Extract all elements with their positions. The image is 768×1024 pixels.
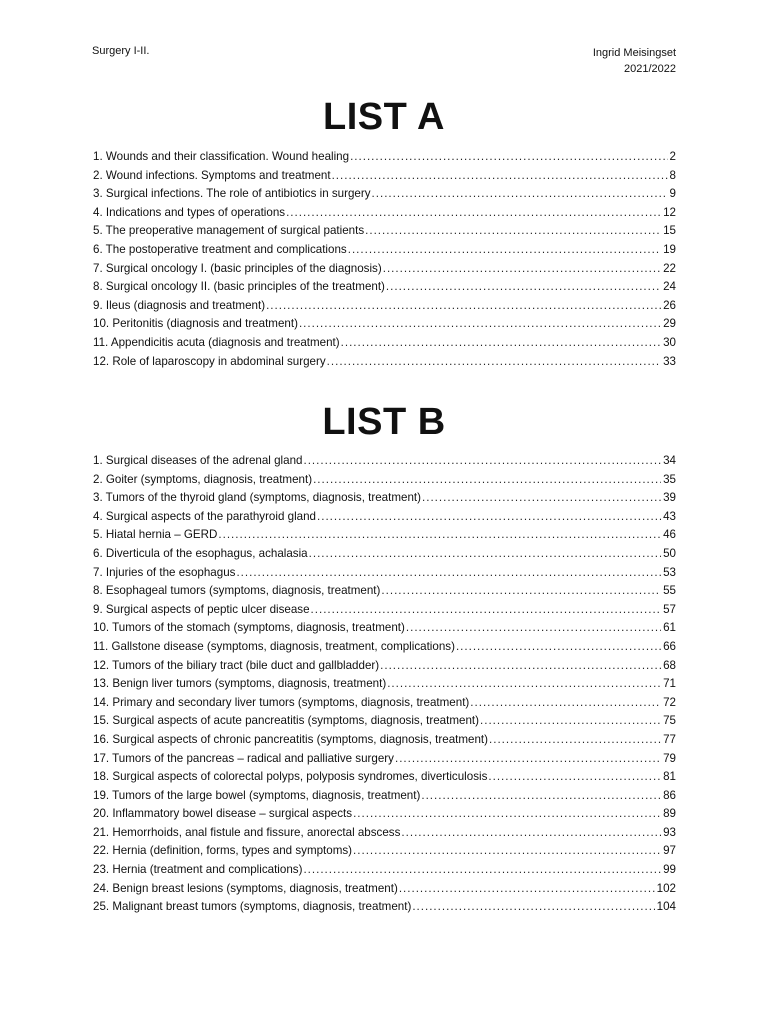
toc-entry-title: 7. Injuries of the esophagus <box>93 565 236 579</box>
toc-dot-leader <box>381 584 661 597</box>
toc-entry-page: 15 <box>663 224 676 238</box>
toc-entry-page: 33 <box>663 354 676 368</box>
toc-entry-title: 9. Ileus (diagnosis and treatment) <box>93 298 266 312</box>
toc-entry-page: 26 <box>663 298 676 312</box>
toc-entry <box>93 640 676 659</box>
toc-entry-title: 8. Surgical oncology II. (basic principles of the treatment) <box>93 280 385 294</box>
toc-dot-leader <box>266 299 661 312</box>
toc-entry <box>93 355 676 374</box>
toc-entry-page: 43 <box>663 509 676 523</box>
toc-entry-page: 104 <box>656 900 676 914</box>
toc-entry-title: 19. Tumors of the large bowel (symptoms, diagnosis, treatment) <box>93 788 421 802</box>
toc-entry-page: 8 <box>669 168 676 182</box>
toc-entry <box>93 844 676 863</box>
toc-entry-page: 89 <box>663 807 676 821</box>
toc-entry-title: 14. Primary and secondary liver tumors (symptoms, diagnosis, treatment) <box>93 695 470 709</box>
toc-entry <box>93 187 676 206</box>
list-b-title: LIST B <box>322 401 446 443</box>
toc-entry <box>93 243 676 262</box>
toc-entry-title: 8. Esophageal tumors (symptoms, diagnosis, treatment) <box>93 584 381 598</box>
toc-dot-leader <box>488 770 661 783</box>
toc-dot-leader <box>218 528 661 541</box>
list-b-toc <box>93 454 676 919</box>
toc-entry-title: 5. The preoperative management of surgical patients <box>93 224 365 238</box>
toc-entry-page: 102 <box>656 881 676 895</box>
toc-entry-title: 10. Tumors of the stomach (symptoms, diagnosis, treatment) <box>93 621 405 635</box>
toc-entry-page: 46 <box>663 528 676 542</box>
toc-entry <box>93 280 676 299</box>
toc-entry-title: 3. Surgical infections. The role of antibiotics in surgery <box>93 187 371 201</box>
toc-dot-leader <box>303 454 661 467</box>
toc-dot-leader <box>399 882 655 895</box>
toc-entry-title: 7. Surgical oncology I. (basic principles of the diagnosis) <box>93 261 382 275</box>
toc-dot-leader <box>395 752 661 765</box>
toc-entry-page: 39 <box>663 491 676 505</box>
toc-entry-page: 19 <box>663 242 676 256</box>
toc-entry-title: 22. Hernia (definition, forms, types and symptoms) <box>93 844 353 858</box>
toc-dot-leader <box>365 224 661 237</box>
toc-entry <box>93 677 676 696</box>
toc-entry <box>93 826 676 845</box>
toc-entry-title: 2. Wound infections. Symptoms and treatment <box>93 168 331 182</box>
toc-entry-page: 75 <box>663 714 676 728</box>
toc-dot-leader <box>406 621 661 634</box>
toc-entry-title: 11. Appendicitis acuta (diagnosis and treatment) <box>93 335 340 349</box>
toc-entry-title: 9. Surgical aspects of peptic ulcer disease <box>93 602 310 616</box>
toc-entry-title: 1. Wounds and their classification. Wound healing <box>93 150 350 163</box>
toc-entry-title: 21. Hemorrhoids, anal fistule and fissure, anorectal abscess <box>93 825 401 839</box>
toc-entry <box>93 491 676 510</box>
toc-dot-leader <box>380 659 661 672</box>
toc-dot-leader <box>470 696 661 709</box>
toc-dot-leader <box>353 844 661 857</box>
toc-dot-leader <box>350 150 667 163</box>
toc-dot-leader <box>412 900 654 913</box>
toc-entry <box>93 473 676 492</box>
toc-entry-title: 16. Surgical aspects of chronic pancreatitis (symptoms, diagnosis, treatment) <box>93 732 489 746</box>
toc-entry-title: 23. Hernia (treatment and complications) <box>93 863 303 877</box>
toc-entry-title: 10. Peritonitis (diagnosis and treatment) <box>93 317 298 331</box>
author-name: Ingrid Meisingset <box>592 47 676 59</box>
toc-entry-page: 79 <box>663 751 676 765</box>
toc-entry <box>93 770 676 789</box>
toc-entry <box>93 224 676 243</box>
toc-dot-leader <box>311 603 662 616</box>
toc-entry-page: 93 <box>663 825 676 839</box>
toc-dot-leader <box>383 262 661 275</box>
toc-entry-page: 35 <box>663 472 676 486</box>
toc-entry-page: 61 <box>663 621 676 635</box>
toc-entry-page: 68 <box>663 658 676 672</box>
toc-dot-leader <box>421 789 661 802</box>
toc-entry <box>93 262 676 281</box>
toc-dot-leader <box>317 510 661 523</box>
toc-entry <box>93 752 676 771</box>
toc-entry-title: 17. Tumors of the pancreas – radical and palliative surgery <box>93 751 394 765</box>
toc-entry-page: 34 <box>663 454 676 467</box>
toc-entry <box>93 566 676 585</box>
toc-entry-page: 22 <box>663 261 676 275</box>
toc-entry <box>93 528 676 547</box>
toc-entry-title: 12. Role of laparoscopy in abdominal surgery <box>93 354 326 368</box>
toc-entry-page: 77 <box>663 732 676 746</box>
toc-entry-title: 4. Surgical aspects of the parathyroid gland <box>93 509 316 523</box>
toc-entry-title: 6. Diverticula of the esophagus, achalasia <box>93 546 308 560</box>
toc-entry-page: 12 <box>663 205 676 219</box>
toc-dot-leader <box>489 733 661 746</box>
toc-dot-leader <box>372 187 668 200</box>
course-title: Surgery I-II. <box>92 45 150 57</box>
toc-entry-title: 24. Benign breast lesions (symptoms, diagnosis, treatment) <box>93 881 398 895</box>
toc-entry-page: 86 <box>663 788 676 802</box>
toc-dot-leader <box>341 336 661 349</box>
toc-dot-leader <box>286 206 661 219</box>
toc-entry-page: 71 <box>663 677 676 691</box>
toc-entry-title: 25. Malignant breast tumors (symptoms, diagnosis, treatment) <box>93 900 412 914</box>
toc-entry-page: 53 <box>663 565 676 579</box>
toc-entry <box>93 206 676 225</box>
toc-entry <box>93 807 676 826</box>
toc-entry-page: 50 <box>663 546 676 560</box>
toc-dot-leader <box>480 714 661 727</box>
toc-entry-page: 81 <box>663 770 676 784</box>
toc-entry <box>93 696 676 715</box>
toc-entry-page: 97 <box>663 844 676 858</box>
toc-entry-page: 29 <box>663 317 676 331</box>
toc-dot-leader <box>327 355 661 368</box>
list-a-title: LIST A <box>323 96 445 138</box>
toc-entry-page: 24 <box>663 280 676 294</box>
toc-entry <box>93 169 676 188</box>
toc-entry-page: 2 <box>669 150 676 163</box>
toc-dot-leader <box>456 640 661 653</box>
toc-entry-page: 30 <box>663 335 676 349</box>
toc-dot-leader <box>332 169 668 182</box>
toc-entry-title: 4. Indications and types of operations <box>93 205 286 219</box>
toc-dot-leader <box>422 491 661 504</box>
toc-dot-leader <box>309 547 661 560</box>
toc-entry-page: 55 <box>663 584 676 598</box>
toc-entry <box>93 584 676 603</box>
toc-entry-title: 3. Tumors of the thyroid gland (symptoms, diagnosis, treatment) <box>93 491 421 505</box>
toc-dot-leader <box>348 243 661 256</box>
toc-entry <box>93 863 676 882</box>
toc-dot-leader <box>303 863 661 876</box>
list-a-toc <box>93 150 676 373</box>
toc-entry <box>93 150 676 169</box>
toc-entry-title: 18. Surgical aspects of colorectal polyps, polyposis syndromes, diverticulosis <box>93 770 488 784</box>
toc-entry-title: 6. The postoperative treatment and complications <box>93 242 347 256</box>
toc-entry <box>93 714 676 733</box>
toc-dot-leader <box>386 280 661 293</box>
toc-entry <box>93 317 676 336</box>
toc-dot-leader <box>353 807 661 820</box>
toc-entry-page: 72 <box>663 695 676 709</box>
toc-entry-title: 15. Surgical aspects of acute pancreatitis (symptoms, diagnosis, treatment) <box>93 714 479 728</box>
toc-dot-leader <box>299 317 661 330</box>
toc-entry-title: 2. Goiter (symptoms, diagnosis, treatment) <box>93 472 313 486</box>
academic-year: 2021/2022 <box>624 63 676 75</box>
toc-entry <box>93 882 676 901</box>
toc-entry <box>93 510 676 529</box>
toc-entry-title: 13. Benign liver tumors (symptoms, diagnosis, treatment) <box>93 677 387 691</box>
toc-entry-page: 99 <box>663 863 676 877</box>
toc-entry <box>93 454 676 473</box>
toc-entry-title: 5. Hiatal hernia – GERD <box>93 528 218 542</box>
toc-entry-title: 11. Gallstone disease (symptoms, diagnosis, treatment, complications) <box>93 639 455 653</box>
toc-entry-title: 12. Tumors of the biliary tract (bile duct and gallbladder) <box>93 658 380 672</box>
toc-entry <box>93 603 676 622</box>
toc-entry <box>93 547 676 566</box>
toc-entry-page: 9 <box>669 187 676 201</box>
toc-entry-page: 66 <box>663 639 676 653</box>
toc-entry <box>93 299 676 318</box>
toc-entry <box>93 659 676 678</box>
toc-entry <box>93 733 676 752</box>
toc-entry <box>93 621 676 640</box>
toc-dot-leader <box>401 826 661 839</box>
toc-entry <box>93 789 676 808</box>
toc-entry-title: 20. Inflammatory bowel disease – surgical aspects <box>93 807 353 821</box>
toc-entry <box>93 336 676 355</box>
header-author-block <box>593 45 676 77</box>
toc-dot-leader <box>313 473 661 486</box>
toc-dot-leader <box>387 677 661 690</box>
toc-entry <box>93 900 676 919</box>
toc-dot-leader <box>236 566 661 579</box>
toc-entry-page: 57 <box>663 602 676 616</box>
toc-entry-title: 1. Surgical diseases of the adrenal gland <box>93 454 303 467</box>
